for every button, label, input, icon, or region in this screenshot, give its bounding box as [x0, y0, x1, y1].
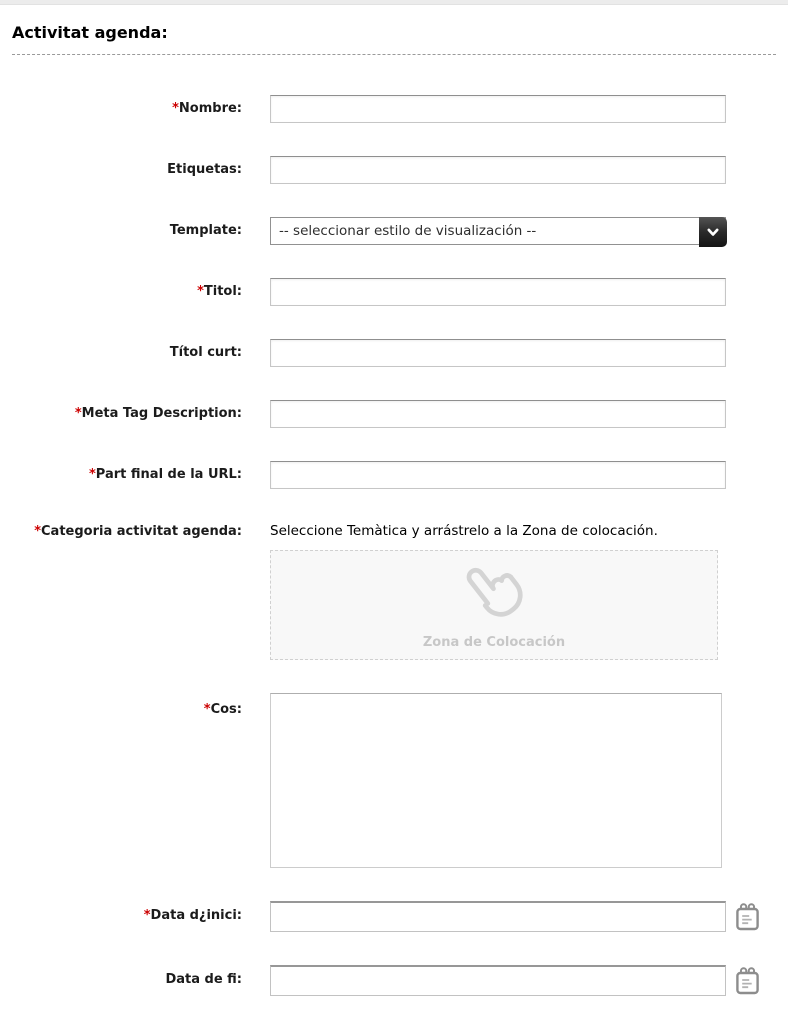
form-container — [0, 23, 788, 996]
url-slug-input[interactable] — [270, 461, 726, 489]
form-row-titol — [12, 278, 776, 306]
dropzone-label: Zona de Colocación — [422, 634, 566, 650]
titol-curt-label: Títol curt: — [169, 344, 242, 360]
chevron-down-icon — [703, 222, 723, 242]
data-fi-calendar-button[interactable] — [735, 965, 760, 996]
form-row-data-fi — [12, 965, 776, 996]
calendar-icon — [735, 901, 760, 932]
titol-label: *Titol: — [197, 283, 242, 299]
etiquetas-input[interactable] — [270, 156, 726, 184]
form-row-template — [12, 217, 776, 245]
data-fi-input[interactable] — [270, 965, 726, 996]
form-row-etiquetas — [12, 156, 776, 184]
required-asterisk: * — [203, 702, 211, 717]
titol-curt-input[interactable] — [270, 339, 726, 367]
page-title: Activitat agenda: — [12, 23, 168, 42]
required-asterisk: * — [74, 405, 82, 421]
required-asterisk: * — [197, 283, 204, 299]
required-asterisk: * — [143, 908, 151, 924]
data-inici-calendar-button[interactable] — [735, 901, 760, 932]
form-row-url-slug — [12, 461, 776, 489]
url-slug-label: *Part final de la URL: — [88, 466, 242, 482]
data-inici-input[interactable] — [270, 901, 726, 932]
meta-description-label: *Meta Tag Description: — [74, 405, 242, 421]
form-row-categoria — [12, 522, 776, 660]
dashed-divider — [12, 54, 776, 55]
template-select-value: -- seleccionar estilo de visualización -- — [279, 223, 537, 239]
form-row-titol-curt — [12, 339, 776, 367]
nombre-label: *Nombre: — [172, 100, 242, 116]
data-fi-label: Data de fi: — [165, 972, 242, 988]
form-row-meta-description — [12, 400, 776, 428]
etiquetas-label: Etiquetas: — [167, 161, 242, 177]
categoria-dropzone[interactable] — [270, 550, 718, 660]
form-row-nombre — [12, 95, 776, 123]
required-asterisk: * — [172, 100, 179, 116]
nombre-input[interactable] — [270, 95, 726, 123]
template-label: Template: — [169, 222, 242, 238]
meta-description-input[interactable] — [270, 400, 726, 428]
titol-input[interactable] — [270, 278, 726, 306]
calendar-icon — [735, 965, 760, 996]
activitat-agenda-form — [12, 95, 776, 996]
required-asterisk: * — [34, 524, 42, 539]
template-select-button[interactable] — [699, 217, 727, 247]
top-divider-bar — [0, 0, 788, 5]
cos-textarea[interactable] — [270, 693, 722, 868]
hand-pointer-icon — [445, 546, 543, 645]
categoria-instruction: Seleccione Temàtica y arrástrelo a la Zona de colocación. — [270, 523, 658, 539]
form-row-cos — [12, 693, 776, 868]
categoria-label: *Categoria activitat agenda: — [34, 524, 242, 539]
template-select[interactable] — [270, 217, 726, 245]
required-asterisk: * — [88, 466, 96, 482]
form-row-data-inici — [12, 901, 776, 932]
data-inici-label: *Data d¿inici: — [143, 908, 242, 924]
cos-label: *Cos: — [203, 702, 242, 717]
